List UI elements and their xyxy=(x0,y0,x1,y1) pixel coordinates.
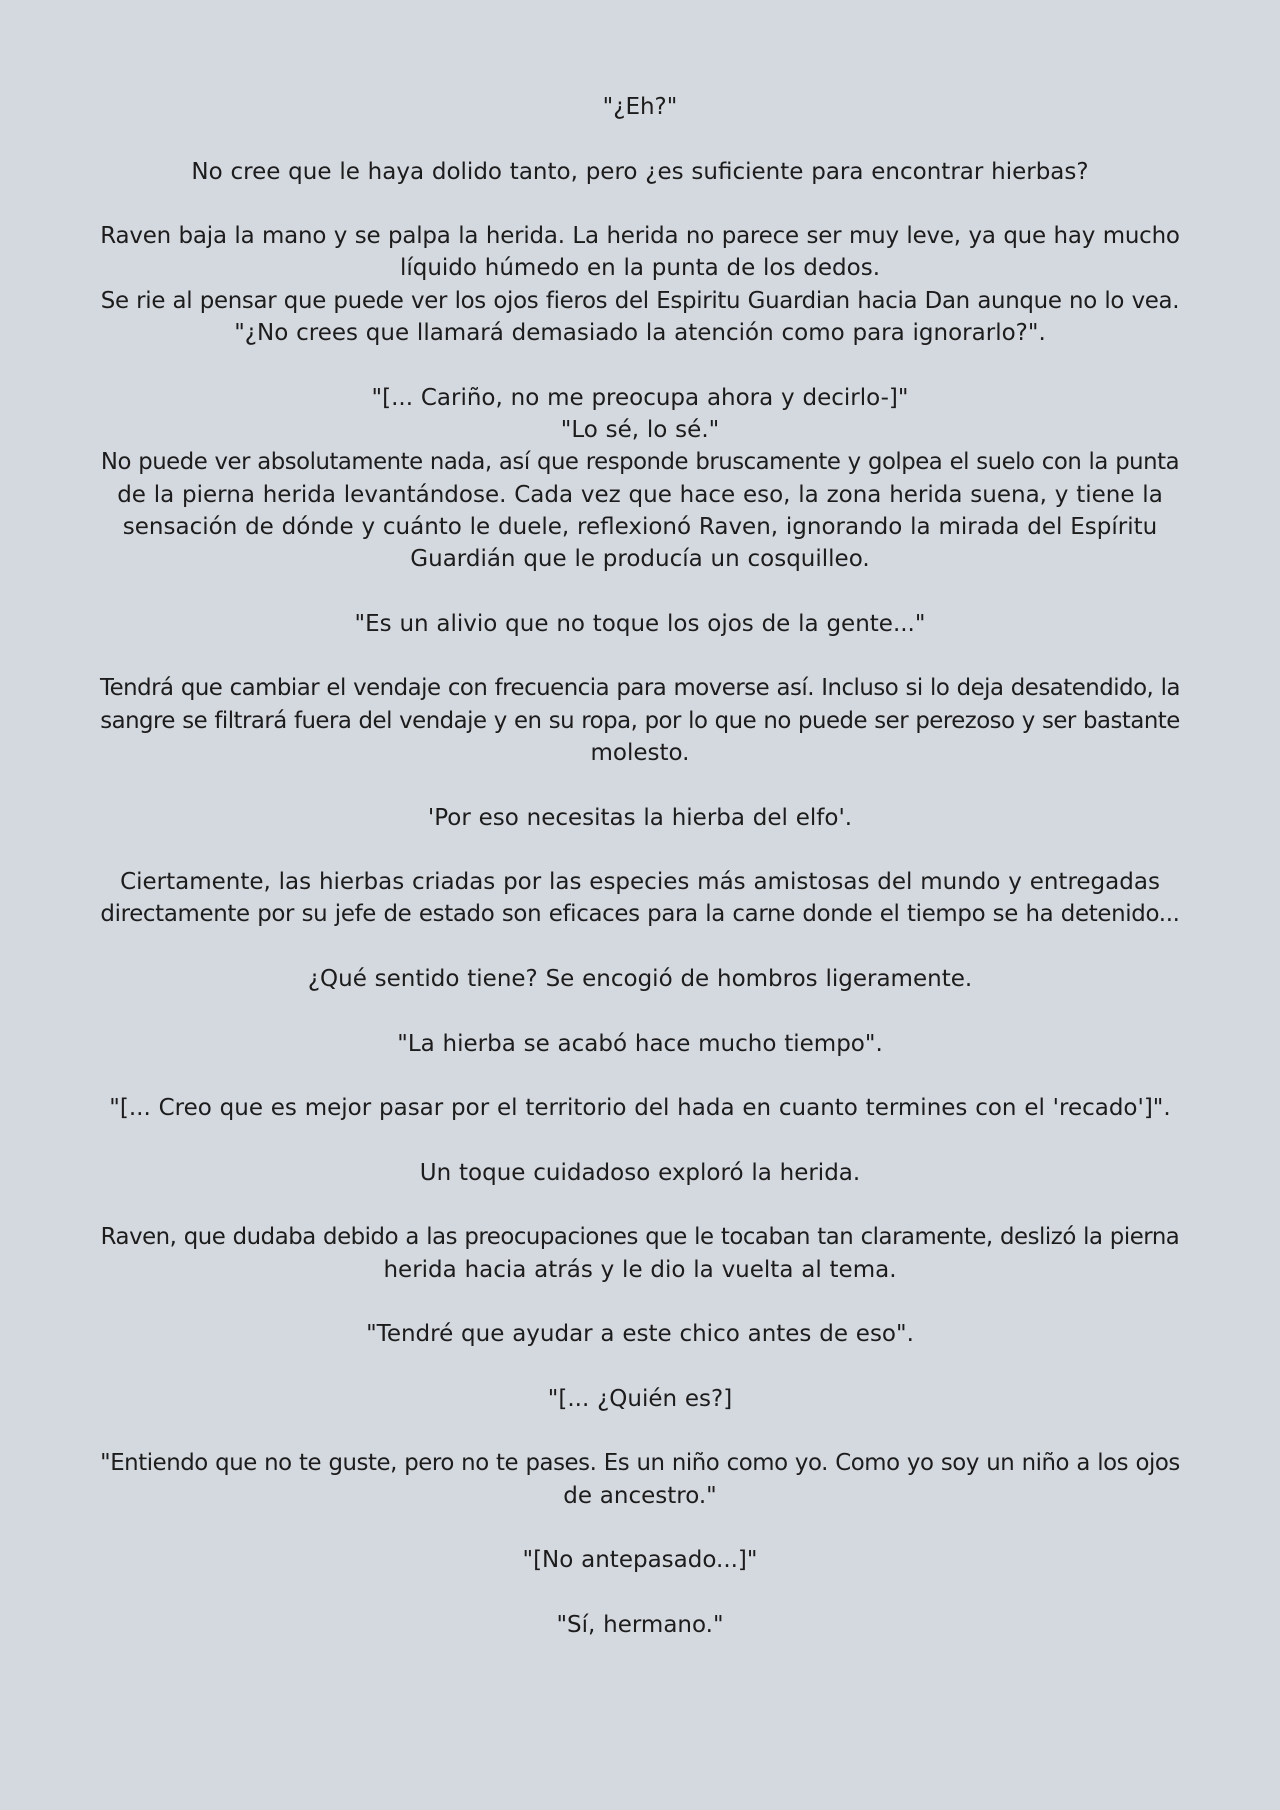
text-line: "Es un alivio que no toque los ojos de la gente..." xyxy=(354,610,926,637)
text-line: Raven baja la mano y se palpa la herida. La herida no parece ser muy leve, ya que hay mucho xyxy=(100,223,1180,250)
paragraph xyxy=(100,608,1180,640)
text-line: No cree que le haya dolido tanto, pero ¿es suficiente para encontrar hierbas? xyxy=(191,158,1089,185)
text-line: herida hacia atrás y le dio la vuelta al tema. xyxy=(383,1256,897,1283)
text-line: líquido húmedo en la punta de los dedos. xyxy=(399,255,881,282)
text-line: de ancestro." xyxy=(563,1482,717,1509)
text-line: "[... Creo que es mejor pasar por el territorio del hada en cuanto termines con el 'recado']". xyxy=(109,1095,1171,1122)
text-line: Guardián que le producía un cosquilleo. xyxy=(410,546,870,573)
text-line: sangre se filtrará fuera del vendaje y en su ropa, por lo que no puede ser perezoso y ser bastante xyxy=(100,707,1180,734)
paragraph xyxy=(100,1221,1180,1286)
paragraph xyxy=(100,866,1180,931)
text-line: "Tendré que ayudar a este chico antes de eso". xyxy=(366,1321,914,1348)
text-line: Tendrá que cambiar el vendaje con frecuencia para moverse así. Incluso si lo deja desatendido, la xyxy=(100,675,1180,702)
text-line: directamente por su jefe de estado son eficaces para la carne donde el tiempo se ha detenido... xyxy=(100,901,1180,928)
paragraph xyxy=(100,1318,1180,1350)
text-line: No puede ver absolutamente nada, así que responde bruscamente y golpea el suelo con la punta xyxy=(100,449,1180,476)
paragraph xyxy=(100,672,1180,769)
paragraph xyxy=(100,802,1180,834)
text-line: "Sí, hermano." xyxy=(556,1611,724,1638)
text-line: de la pierna herida levantándose. Cada vez que hace eso, la zona herida suena, y tiene la xyxy=(117,481,1163,508)
paragraph xyxy=(100,382,1180,576)
text-line: Un toque cuidadoso exploró la herida. xyxy=(419,1159,861,1186)
paragraph xyxy=(100,1447,1180,1512)
text-line: "Lo sé, lo sé." xyxy=(560,416,720,443)
text-line: Se rie al pensar que puede ver los ojos fieros del Espiritu Guardian hacia Dan aunque no lo vea. xyxy=(100,287,1180,314)
paragraph xyxy=(100,1092,1180,1124)
text-line: ¿Qué sentido tiene? Se encogió de hombros ligeramente. xyxy=(307,966,973,993)
text-line: "La hierba se acabó hace mucho tiempo". xyxy=(397,1030,883,1057)
paragraph xyxy=(100,1544,1180,1576)
paragraph xyxy=(100,963,1180,995)
paragraph xyxy=(100,1157,1180,1189)
text-line: molesto. xyxy=(590,739,690,766)
paragraph xyxy=(100,1028,1180,1060)
text-line: Raven, que dudaba debido a las preocupaciones que le tocaban tan claramente, deslizó la pierna xyxy=(100,1224,1180,1251)
paragraph xyxy=(100,1609,1180,1641)
paragraph xyxy=(100,91,1180,123)
text-line: "[No antepasado...]" xyxy=(522,1547,758,1574)
text-line: "Entiendo que no te guste, pero no te pases. Es un niño como yo. Como yo soy un niño a los ojos xyxy=(100,1450,1180,1477)
text-line: 'Por eso necesitas la hierba del elfo'. xyxy=(427,804,853,831)
text-line: Ciertamente, las hierbas criadas por las especies más amistosas del mundo y entregadas xyxy=(120,869,1160,896)
paragraph xyxy=(100,220,1180,349)
text-line: "[... Cariño, no me preocupa ahora y decirlo-]" xyxy=(371,384,909,411)
text-line: "[... ¿Quién es?] xyxy=(547,1385,733,1412)
text-line: sensación de dónde y cuánto le duele, reflexionó Raven, ignorando la mirada del Espíritu xyxy=(122,513,1158,540)
text-line: "¿Eh?" xyxy=(602,94,678,120)
paragraph xyxy=(100,156,1180,188)
paragraph xyxy=(100,1383,1180,1415)
story-text xyxy=(100,91,1180,1641)
text-line: "¿No crees que llamará demasiado la atención como para ignorarlo?". xyxy=(234,320,1046,347)
